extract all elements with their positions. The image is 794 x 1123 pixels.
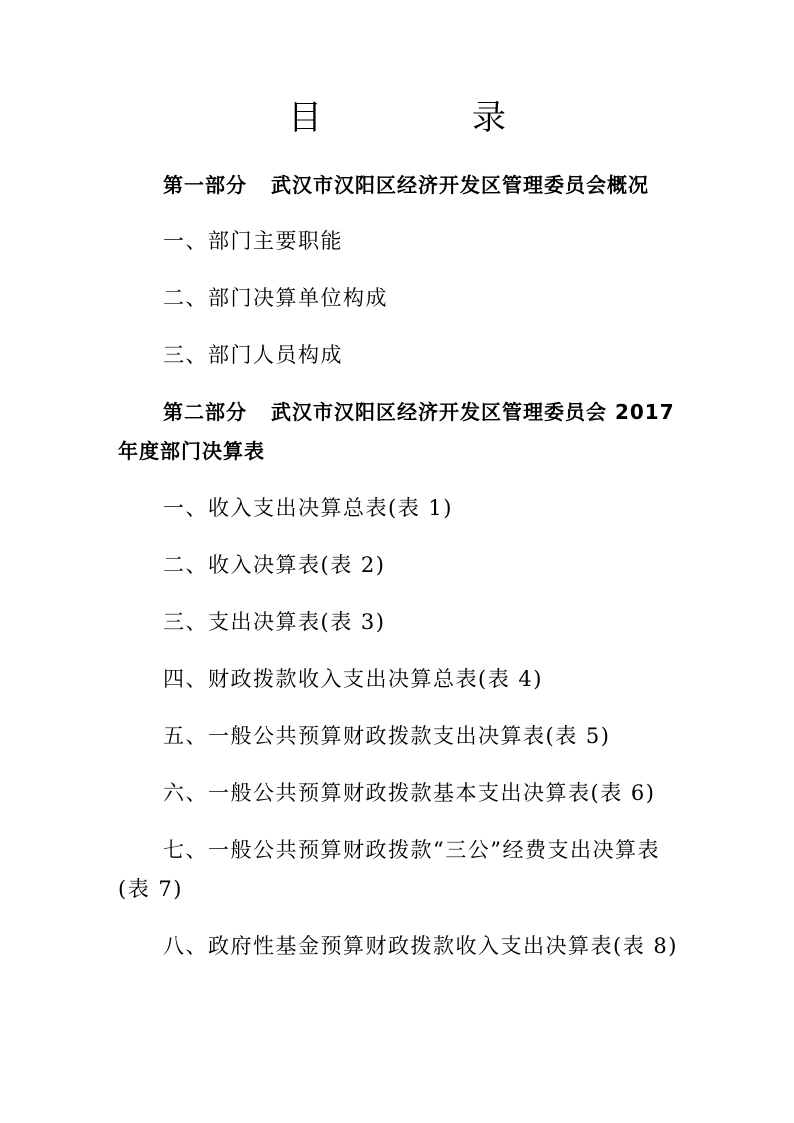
part-2-item-6: 六、一般公共预算财政拨款基本支出决算表(表 6) — [163, 781, 656, 805]
part-2-item-7-continuation: (表 7) — [118, 877, 183, 901]
part-1-item-1: 一、部门主要职能 — [163, 229, 343, 253]
part-2-name-line-1: 武汉市汉阳区经济开发区管理委员会 2017 — [271, 400, 675, 424]
part-2-heading — [0, 397, 794, 427]
part-2-item-3: 三、支出决算表(表 3) — [163, 610, 386, 634]
part-2-item-4: 四、财政拨款收入支出决算总表(表 4) — [163, 667, 543, 691]
part-1-heading — [0, 170, 794, 200]
part-2-item-5: 五、一般公共预算财政拨款支出决算表(表 5) — [163, 724, 611, 748]
part-1-item-2: 二、部门决算单位构成 — [163, 286, 388, 310]
part-2-item-2: 二、收入决算表(表 2) — [163, 553, 386, 577]
part-1-label: 第一部分 — [163, 173, 247, 197]
part-2-label: 第二部分 — [163, 400, 247, 424]
part-2-item-7: 七、一般公共预算财政拨款“三公”经费支出决算表 — [163, 838, 660, 862]
part-1-name: 武汉市汉阳区经济开发区管理委员会概况 — [271, 173, 649, 197]
toc-title: 目 录 — [288, 98, 564, 138]
part-2-item-1: 一、收入支出决算总表(表 1) — [163, 496, 453, 520]
part-1-item-3: 三、部门人员构成 — [163, 343, 343, 367]
part-2-name-line-2: 年度部门决算表 — [118, 439, 265, 463]
part-2-item-8: 八、政府性基金预算财政拨款收入支出决算表(表 8) — [163, 934, 678, 958]
